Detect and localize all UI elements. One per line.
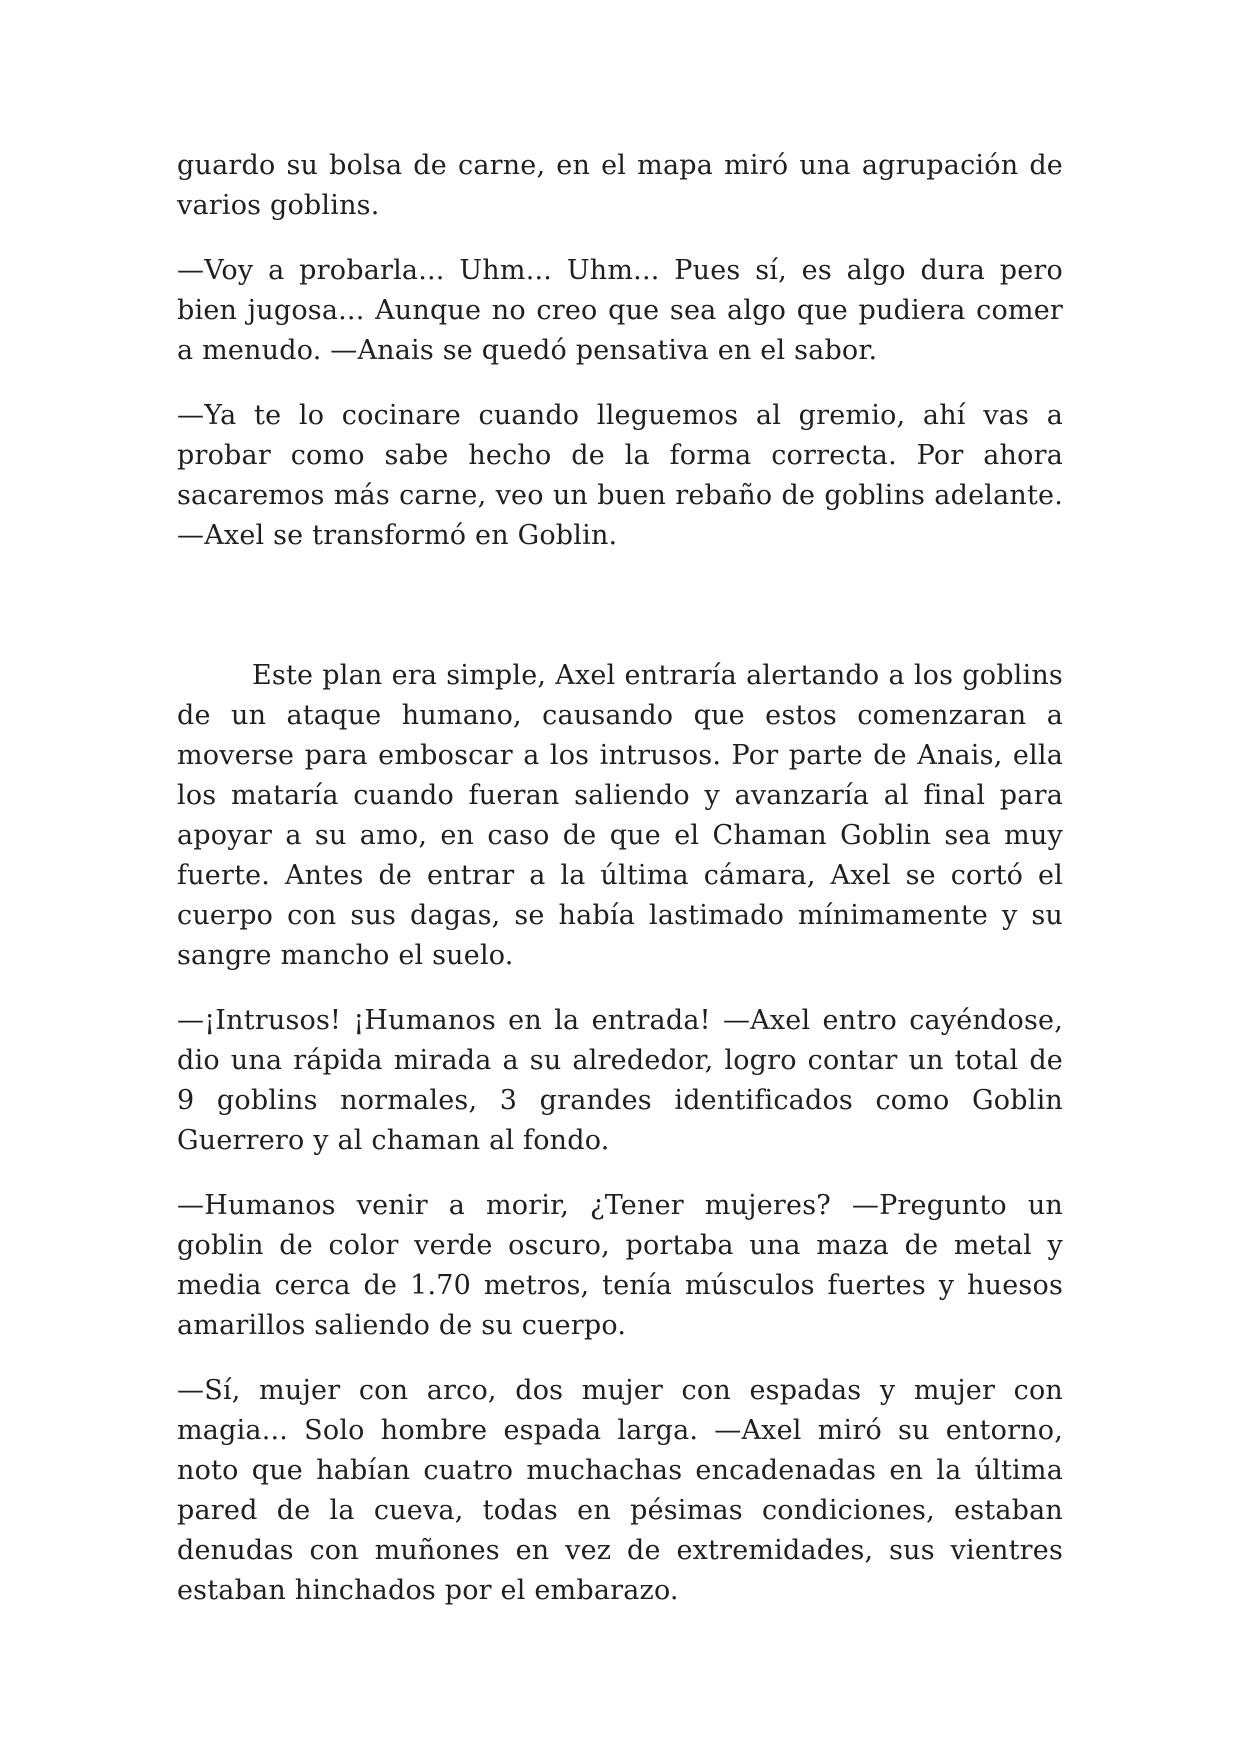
body-text — [177, 146, 1063, 1636]
section-break — [177, 581, 1063, 656]
paragraph-dialogue-axel: —Ya te lo cocinare cuando lleguemos al gremio, ahí vas a probar como sabe hecho de la forma correcta. Por ahora sacaremos más carne, veo un buen rebaño de goblins adelante. —Axel se transformó en Goblin. — [177, 400, 1063, 551]
paragraph-axel-answer: —Sí, mujer con arco, dos mujer con espadas y mujer con magia... Solo hombre espada larga. —Axel miró su entorno, noto que habían cuatro muchachas encadenadas en la última pared de la cueva, todas en pésimas condiciones, estaban denudas con muñones en vez de extremidades, sus vientres estaban hinchados por el embarazo. — [177, 1375, 1063, 1606]
paragraph-plan: Este plan era simple, Axel entraría alertando a los goblins de un ataque humano, causando que estos comenzaran a moverse para emboscar a los intrusos. Por parte de Anais, ella los mataría cuando fueran saliendo y avanzaría al final para apoyar a su amo, en caso de que el Chaman Goblin sea muy fuerte. Antes de entrar a la última cámara, Axel se cortó el cuerpo con sus dagas, se había lastimado mínimamente y su sangre mancho el suelo. — [177, 660, 1063, 971]
paragraph-dialogue-anais: —Voy a probarla... Uhm... Uhm... Pues sí, es algo dura pero bien jugosa... Aunque no creo que sea algo que pudiera comer a menudo. —Anais se quedó pensativa en el sabor. — [177, 255, 1063, 366]
paragraph-intruders: —¡Intrusos! ¡Humanos en la entrada! —Axel entro cayéndose, dio una rápida mirada a su alrededor, logro contar un total de 9 goblins normales, 3 grandes identificados como Goblin Guerrero y al chaman al fondo. — [177, 1005, 1063, 1156]
paragraph-continuation: guardo su bolsa de carne, en el mapa miró una agrupación de varios goblins. — [177, 150, 1063, 221]
paragraph-goblin-question: —Humanos venir a morir, ¿Tener mujeres? —Pregunto un goblin de color verde oscuro, portaba una maza de metal y media cerca de 1.70 metros, tenía músculos fuertes y huesos amarillos saliendo de su cuerpo. — [177, 1190, 1063, 1341]
